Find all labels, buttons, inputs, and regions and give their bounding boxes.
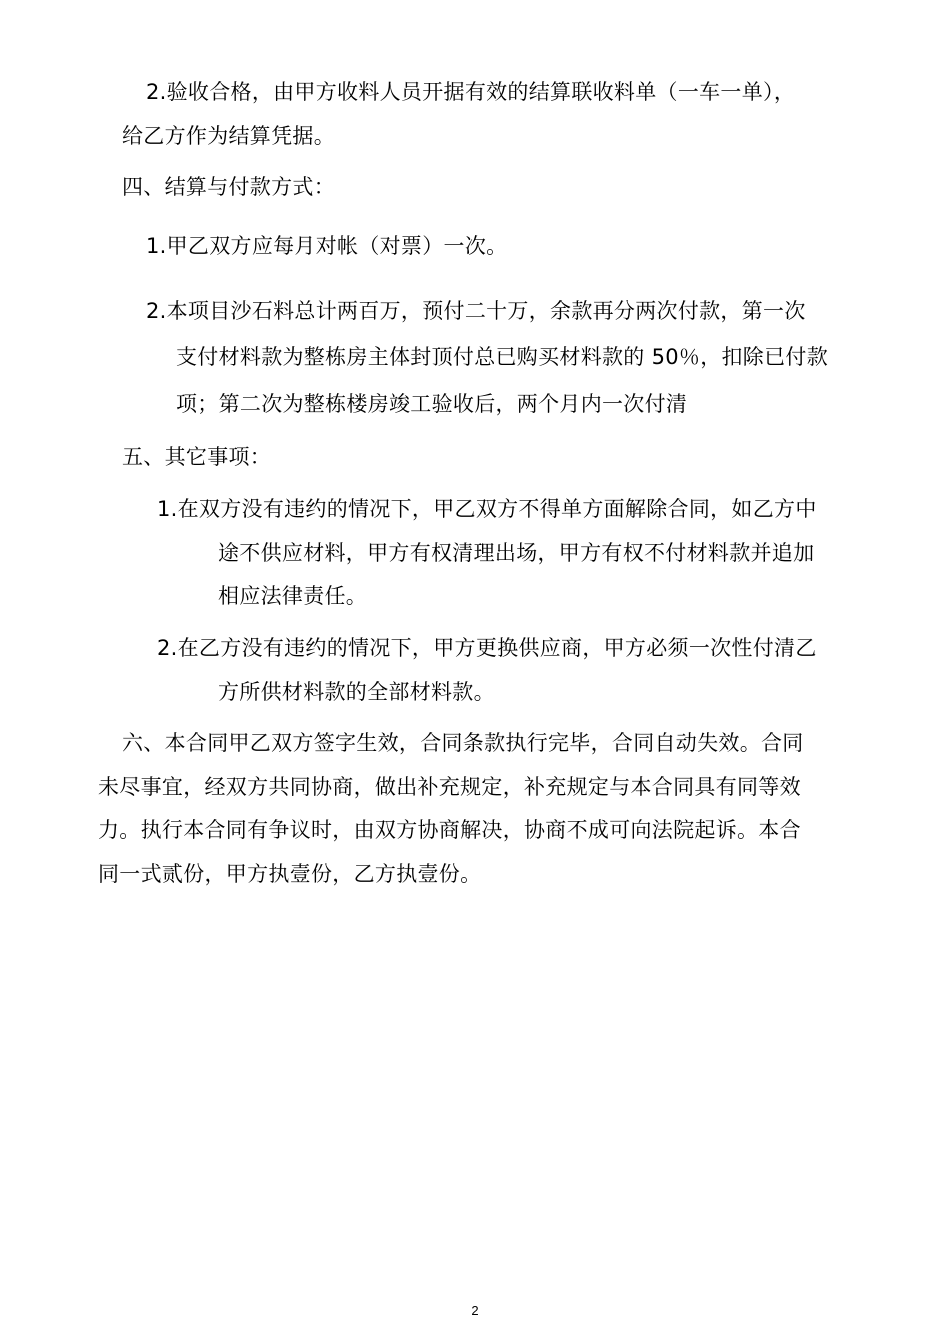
- section5-item1-line2: 途不供应材料，甲方有权清理出场，甲方有权不付材料款并追加: [218, 541, 815, 565]
- section5-item2-line1: 2.在乙方没有违约的情况下，甲方更换供应商，甲方必须一次性付清乙: [157, 636, 817, 660]
- section6-line1: 六、本合同甲乙双方签字生效，合同条款执行完毕，合同自动失效。合同: [122, 731, 804, 755]
- section4-item1: 1.甲乙双方应每月对帐（对票）一次。: [146, 234, 508, 258]
- section5-item1-line1: 1.在双方没有违约的情况下，甲乙双方不得单方面解除合同，如乙方中: [157, 497, 817, 521]
- section6-line3: 力。执行本合同有争议时，由双方协商解决，协商不成可向法院起诉。本合: [98, 818, 801, 842]
- section5-heading: 五、其它事项：: [122, 445, 272, 469]
- section4-item2-line3: 项；第二次为整栋楼房竣工验收后，两个月内一次付清: [176, 392, 688, 416]
- section4-item2-line2: 支付材料款为整栋房主体封顶付总已购买材料款的 50％，扣除已付款: [176, 345, 828, 369]
- section5-item2-line2: 方所供材料款的全部材料款。: [218, 680, 495, 704]
- section4-item2-line1: 2.本项目沙石料总计两百万，预付二十万，余款再分两次付款，第一次: [146, 299, 806, 323]
- section3-item2-line1: 2.验收合格，由甲方收料人员开据有效的结算联收料单（一车一单），: [146, 80, 796, 104]
- section6-line2: 未尽事宜，经双方共同协商，做出补充规定，补充规定与本合同具有同等效: [98, 775, 801, 799]
- page-number: 2: [471, 1303, 479, 1318]
- section3-item2-line2: 给乙方作为结算凭据。: [122, 124, 335, 148]
- section5-item1-line3: 相应法律责任。: [218, 584, 368, 608]
- section4-heading: 四、结算与付款方式：: [122, 175, 335, 199]
- section6-line4: 同一式贰份，甲方执壹份，乙方执壹份。: [98, 862, 482, 886]
